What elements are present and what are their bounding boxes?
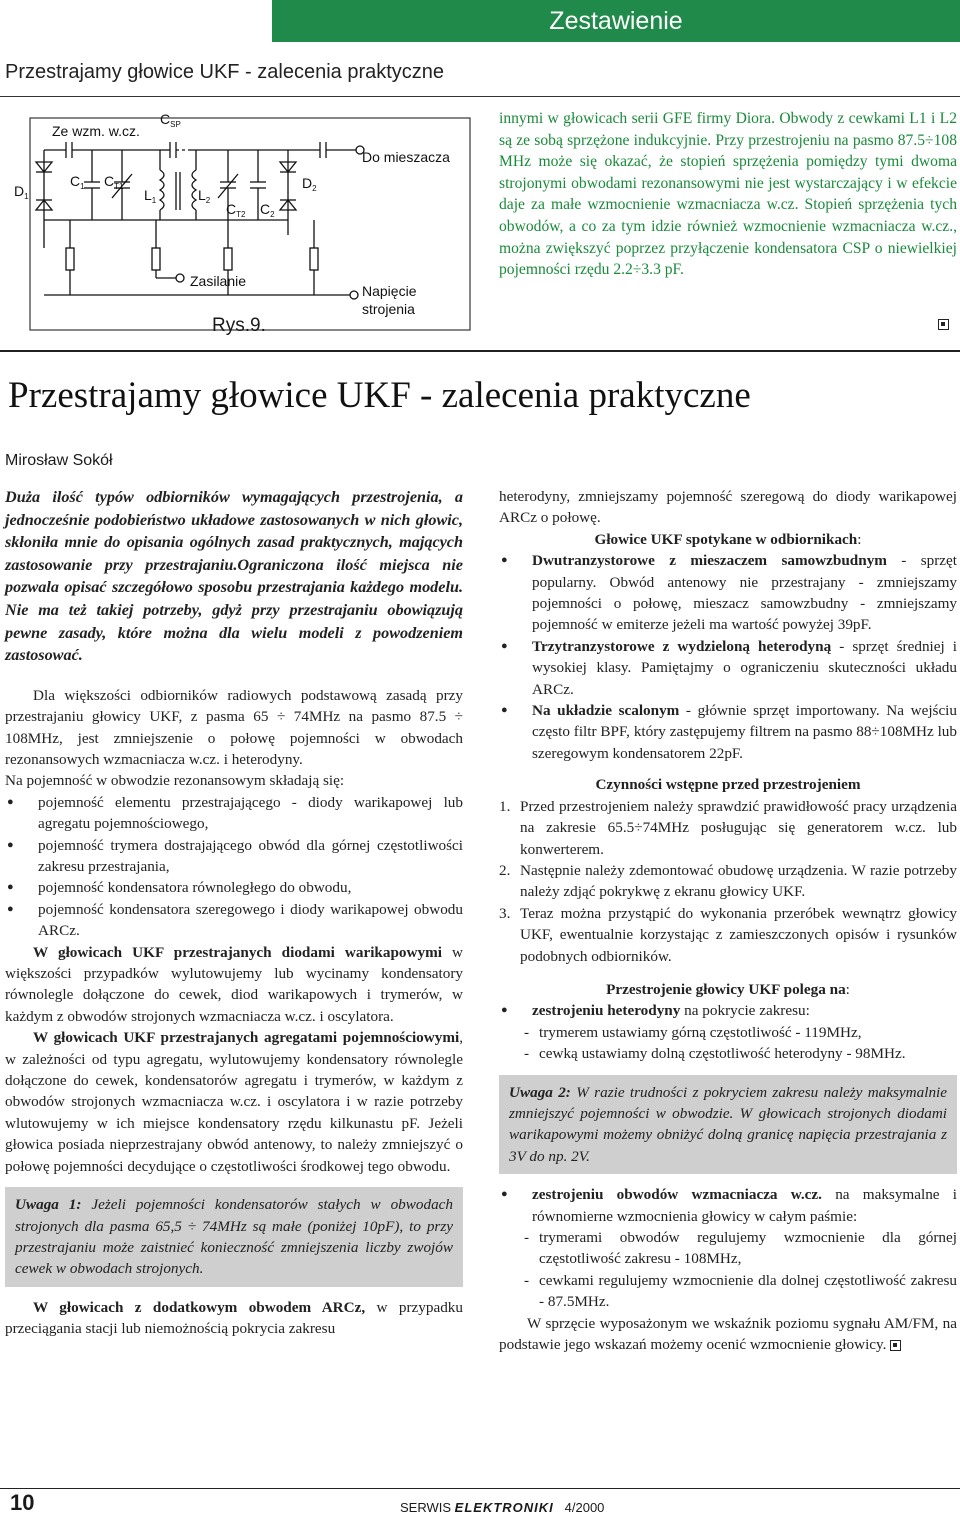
- list-item: - trymerami obwodów regulujemy wzmocnienie dla górnej częstotliwość zakresu - 108MHz,: [524, 1229, 957, 1268]
- list-item: - trymerem ustawiamy górną częstotliwość - 119MHz,: [524, 1023, 862, 1041]
- list-item: - cewką ustawiamy dolną częstotliwość heterodyny - 98MHz.: [524, 1045, 906, 1063]
- running-head: Przestrajamy głowice UKF - zalecenia praktyczne: [5, 61, 445, 83]
- list-item: - cewkami regulujemy wzmocnienie dla dolnej częstotliwość zakresu - 87.5MHz.: [524, 1271, 957, 1311]
- steps-list: [499, 796, 957, 967]
- list-item: 1. Przed przestrojeniem należy sprawdzić prawidłowość pracy urządzenia na zakresie 65.5÷74MHz posługując się generatorem w.cz. lub konwerterem.: [499, 797, 957, 858]
- paragraph: Dla większości odbiorników radiowych podstawową zasadą przy przestrajaniu głowicy UKF, z pasma 65 ÷ 74MHz na pasmo 87.5 ÷ 108MHz, jest zmniejszenie o połowę pojemności w obwodach rezonansowych wzmacniacza w.cz. i heterodyny.: [5, 686, 463, 768]
- section-tag: Zestawienie: [272, 0, 960, 42]
- label-zasilanie: Zasilanie: [190, 273, 247, 289]
- note-box: Uwaga 1: Jeżeli pojemności kondensatorów stałych w obwodach strojonych dla pasma 65,5 ÷ 74MHz są małe (poniżej 10pF), to przy przestrajaniu może zaistnieć konieczność zmniejszenia liczby zwojów cewek w obwodach strojonych.: [5, 1187, 463, 1287]
- list-item: 2. Następnie należy zdemontować obudowę urządzenia. W razie potrzeby należy zdjąć pokrykwę z ekranu głowicy UKF.: [499, 861, 957, 901]
- publication-info: SERWIS ELEKTRONIKI 4/2000: [400, 1500, 605, 1515]
- label-c1: $C_1$: [70, 173, 85, 191]
- dash-list: [499, 1227, 957, 1313]
- amplifier-list: [499, 1184, 957, 1227]
- list-item: ● zestrojeniu heterodyny na pokrycie zakresu:: [499, 1000, 957, 1021]
- label-ze-wzm: Ze wzm. w.cz.: [52, 123, 140, 139]
- list-item: ● pojemność trymera dostrajającego obwód dla górnej częstotliwości zakresu przestrajania,: [5, 835, 463, 878]
- label-do-mieszacza: Do mieszacza: [362, 149, 450, 165]
- label-ct1: $C_{T1}$: [104, 173, 124, 191]
- label-c2: $C_2$: [260, 201, 275, 219]
- paragraph: W głowicach UKF przestrajanych agregatami pojemnościowymi, w zależności od typu agregatu, wylutowujemy kondensatory równolegle dołączone do cewek, kondensatorów agregatu i trymerów, w każdym z obwodów strojonych wzmacniacza w.cz. i oscylatora i w razie potrzeby wlutowujemy w ich miejsce kondensatory rzędu kilkunastu pF. Jeżeli głowica posiada nieprzestrajany obwód antenowy, to należy zmniejszyć o połowę pojemności decydujące o częstotliwości środkowej tego obwodu.: [5, 1029, 463, 1175]
- label-d1: $D_1$: [14, 183, 29, 201]
- list-item: ● pojemność elementu przestrajającego - diody warikapowej lub agregatu pojemnościowego,: [5, 792, 463, 835]
- label-l2: $L_2$: [198, 187, 211, 205]
- dash-list: [499, 1022, 957, 1065]
- footer-divider: [0, 1488, 960, 1489]
- label-strojenia: strojenia: [362, 301, 415, 317]
- subheading: Czynności wstępne przed przestrojeniem: [595, 776, 861, 794]
- capacity-list: [5, 792, 463, 942]
- article-divider: [0, 350, 960, 352]
- list-item: ● Dwutranzystorowe z mieszaczem samowzbudnym - sprzęt popularny. Obwód antenowy nie przestrajany - zmniejszamy pojemności o połowę, mieszacz samowzbudny - zmniejszamy pojemność w emiterze jeżeli ma wartość powyżej 39pF.: [499, 550, 957, 636]
- list-item: ● zestrojeniu obwodów wzmacniacza w.cz. na maksymalne i równomierne wzmocnienia głowicy w całym paśmie:: [499, 1184, 957, 1227]
- end-mark-icon: [890, 1340, 901, 1351]
- author: Mirosław Sokół: [5, 452, 113, 469]
- figure-caption: Rys.9.: [212, 315, 266, 336]
- paragraph: heterodyny, zmniejszamy pojemność szeregową do diody warikapowej ARCz o połowę.: [499, 488, 957, 527]
- label-l1: $L_1$: [144, 187, 157, 205]
- end-mark-icon: [938, 319, 949, 330]
- lead-paragraph: Duża ilość typów odbiorników wymagających przestrojenia, a jednocześnie podobieństwo układowe zastosowanych w nich głowic, skłoniła mnie do opisania ogólnych zasad praktycznych, mających zastosowanie przy przestrajaniu.Ograniczona ilość miejsca nie pozwala opisać szczegółowo sposobu przestrajania każdego modelu. Nie ma też takiej potrzeby, gdyż przy przestrajaniu obowiązują pewne zasady, które można dla wielu modeli z powodzeniem zastosować.: [5, 488, 463, 665]
- list-item: ● pojemność kondensatora szeregowego i diody warikapowej obwodu ARCz.: [5, 899, 463, 942]
- heterodyne-list: [499, 1000, 957, 1021]
- label-ct2: $C_{T2}$: [226, 201, 246, 219]
- circuit-diagram: [0, 100, 485, 350]
- label-csp: $C_{SP}$: [160, 111, 181, 129]
- subheading: Głowice UKF spotykane w odbiornikach:: [594, 530, 862, 548]
- top-divider: [0, 96, 960, 97]
- paragraph: W głowicach UKF przestrajanych diodami warikapowymi w większości przypadków wylutowujemy lub wycinamy kondensatory równolegle dołączone do cewek, diod warikapowych i trymerów, w każdym z obwodów strojonych wzmacniacza w.cz. i oscylatora.: [5, 943, 463, 1025]
- label-d2: $D_2$: [302, 175, 317, 193]
- list-item: 3. Teraz można przystąpić do wykonania przeróbek wewnątrz głowicy UKF, ewentualnie korzystając z zamieszczonych opisów i rysunków podobnych odbiorników.: [499, 904, 957, 965]
- list-item: ● pojemność kondensatora równoległego do obwodu,: [5, 877, 463, 898]
- article-title: Przestrajamy głowice UKF - zalecenia praktyczne: [8, 375, 751, 416]
- paragraph: W sprzęcie wyposażonym we wskaźnik poziomu sygnału AM/FM, na podstawie jego wskazań możemy ocenić wzmocnienie głowicy.: [499, 1314, 957, 1354]
- label-napiecie: Napięcie: [362, 283, 417, 299]
- paragraph: W głowicach z dodatkowym obwodem ARCz, w przypadku przeciągania stacji lub niemożnością pokrycia zakresu: [5, 1298, 463, 1338]
- subheading: Przestrojenie głowicy UKF polega na:: [606, 980, 850, 998]
- top-continuation-text: innymi w głowicach serii GFE firmy Diora. Obwody z cewkami L1 i L2 są ze sobą sprzężone indukcyjnie. Przy przestrojeniu na pasmo 87.5÷108 MHz może się okazać, że stopień sprzężenia pomiędzy tymi dwoma strojonymi obwodami rezonansowymi nie jest wystarczający i w efekcie daje za małe wzmocnienie wzmacniacza w.cz. Stopień sprzężenia tych obwodów, a co za tym idzie również wzmocnienie wzmacniacza w.cz., można zwiększyć poprzez przyłączenie kondensatora CSP o niewielkiej pojemności rzędu 2.2÷3.3 pF.: [499, 110, 957, 279]
- list-item: ● Na układzie scalonym - głównie sprzęt importowany. Na wejściu często filtr BPF, który zastępujemy filtrem na pasmo 88÷108MHz lub szeregowym kondensatorem 22pF.: [499, 700, 957, 764]
- list-item: ● Trzytranzystorowe z wydzieloną heterodyną - sprzęt średniej i wysokiej klasy. Pamiętajmy o ograniczeniu skuteczności układu ARCz.: [499, 636, 957, 700]
- paragraph: Na pojemność w obwodzie rezonansowym składają się:: [5, 772, 345, 790]
- tuner-types-list: [499, 550, 957, 764]
- right-column: [499, 486, 957, 1355]
- left-column: [5, 486, 463, 1340]
- note-box: Uwaga 2: W razie trudności z pokryciem zakresu należy maksymalnie zmniejszyć pojemności w obwodzie. W głowicach strojonych diodami warikapowymi możemy obniżyć dolną granicę napięcia przestrajania z 3V do np. 2V.: [499, 1075, 957, 1175]
- page-number: 10: [10, 1490, 35, 1515]
